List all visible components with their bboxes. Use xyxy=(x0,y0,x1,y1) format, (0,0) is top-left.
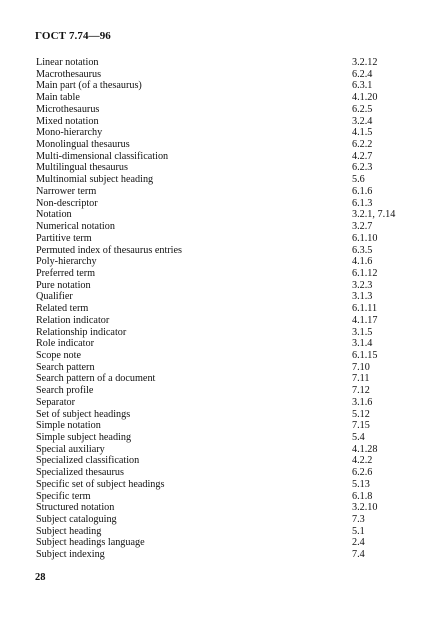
entry-term: Partitive term xyxy=(36,232,92,244)
entry-term: Multinomial subject heading xyxy=(36,174,154,186)
entry-reference: 7.11 xyxy=(352,373,370,385)
index-entry xyxy=(36,151,406,163)
index-entry xyxy=(36,127,406,139)
entry-term: Subject headings language xyxy=(36,537,145,549)
entry-term: Relation indicator xyxy=(36,314,110,326)
index-entry xyxy=(36,116,406,128)
entry-term: Role indicator xyxy=(36,338,94,350)
index-entry xyxy=(36,338,406,350)
index-entry xyxy=(36,57,406,69)
entry-reference: 6.1.6 xyxy=(352,185,373,197)
entry-term: Simple subject heading xyxy=(36,432,132,443)
entry-term: Linear notation xyxy=(36,57,99,68)
entry-term: Specialized classification xyxy=(36,455,140,467)
entry-term: Specific term xyxy=(36,490,91,502)
index-entry xyxy=(36,502,406,514)
index-entry xyxy=(36,268,406,280)
entry-reference: 6.1.12 xyxy=(352,267,378,279)
term-index-list xyxy=(36,57,406,561)
entry-reference: 7.10 xyxy=(352,361,370,373)
index-entry xyxy=(36,198,406,210)
entry-term: Subject indexing xyxy=(36,549,105,561)
entry-reference: 3.2.7 xyxy=(352,221,373,233)
entry-term: Main part (of a thesaurus) xyxy=(36,80,142,92)
entry-term: Structured notation xyxy=(36,502,115,514)
entry-term: Preferred term xyxy=(36,267,96,279)
entry-reference: 7.15 xyxy=(352,420,370,432)
index-entry xyxy=(36,303,406,315)
entry-reference: 7.4 xyxy=(352,549,365,561)
entry-term: Narrower term xyxy=(36,185,97,197)
index-entry xyxy=(36,549,406,561)
entry-reference: 3.2.4 xyxy=(352,115,373,127)
entry-reference: 6.3.1 xyxy=(352,80,373,92)
index-entry xyxy=(36,526,406,538)
page-header: ГОСТ 7.74—96 xyxy=(35,30,111,42)
entry-term: Main table xyxy=(36,92,80,104)
entry-reference: 7.3 xyxy=(352,514,365,526)
entry-reference: 3.1.4 xyxy=(352,338,373,350)
index-entry xyxy=(36,479,406,491)
index-entry xyxy=(36,221,406,233)
entry-term: Set of subject headings xyxy=(36,408,131,420)
index-entry xyxy=(36,245,406,257)
index-entry xyxy=(36,209,406,221)
index-entry xyxy=(36,291,406,303)
index-entry xyxy=(36,80,406,92)
entry-term: Non-descriptor xyxy=(36,197,98,209)
entry-reference: 7.12 xyxy=(352,385,370,397)
index-entry xyxy=(36,280,406,292)
entry-reference: 4.2.2 xyxy=(352,455,373,467)
entry-term: Notation xyxy=(36,209,72,221)
index-entry xyxy=(36,162,406,174)
index-entry xyxy=(36,444,406,456)
index-entry xyxy=(36,186,406,198)
entry-reference: 6.1.8 xyxy=(352,490,373,502)
entry-reference: 3.1.3 xyxy=(352,291,373,303)
index-entry xyxy=(36,327,406,339)
index-entry xyxy=(36,514,406,526)
index-entry xyxy=(36,92,406,104)
entry-reference: 3.1.5 xyxy=(352,326,373,338)
index-entry xyxy=(36,537,406,549)
index-entry xyxy=(36,467,406,479)
entry-term: Qualifier xyxy=(36,291,73,303)
entry-term: Search pattern of a document xyxy=(36,373,156,385)
index-entry xyxy=(36,315,406,327)
entry-reference: 5.1 xyxy=(352,525,365,537)
entry-term: Multilingual thesaurus xyxy=(36,162,128,174)
entry-reference: 4.1.28 xyxy=(352,443,378,455)
entry-term: Multi-dimensional classification xyxy=(36,150,169,162)
index-entry xyxy=(36,104,406,116)
entry-term: Pure notation xyxy=(36,279,91,291)
index-entry xyxy=(36,491,406,503)
entry-reference: 5.13 xyxy=(352,478,370,490)
entry-reference: 4.1.17 xyxy=(352,314,378,326)
entry-term: Specific set of subject headings xyxy=(36,478,165,490)
index-entry xyxy=(36,409,406,421)
entry-reference: 6.1.15 xyxy=(352,349,378,361)
entry-term: Specialized thesaurus xyxy=(36,467,124,479)
entry-reference: 6.1.10 xyxy=(352,232,378,244)
entry-term: Permuted index of thesaurus entries xyxy=(36,244,182,256)
index-entry xyxy=(36,455,406,467)
entry-term: Search profile xyxy=(36,385,94,397)
entry-term: Mixed notation xyxy=(36,115,99,127)
entry-term: Separator xyxy=(36,396,76,408)
entry-term: Monolingual thesaurus xyxy=(36,139,130,151)
index-entry xyxy=(36,233,406,245)
index-entry xyxy=(36,139,406,151)
index-entry xyxy=(36,69,406,81)
entry-term: Subject cataloguing xyxy=(36,514,117,526)
entry-term: Microthesaurus xyxy=(36,103,100,115)
entry-reference: 5.4 xyxy=(352,432,365,443)
entry-reference: 3.2.12 xyxy=(352,57,378,68)
index-entry xyxy=(36,420,406,432)
entry-term: Numerical notation xyxy=(36,221,115,233)
entry-reference: 6.3.5 xyxy=(352,244,373,256)
entry-reference: 3.1.6 xyxy=(352,396,373,408)
entry-reference: 3.2.3 xyxy=(352,279,373,291)
entry-reference: 3.2.1, 7.14 xyxy=(352,209,396,221)
index-entry xyxy=(36,256,406,268)
entry-term: Subject heading xyxy=(36,525,102,537)
entry-reference: 2.4 xyxy=(352,537,365,549)
entry-reference: 6.2.2 xyxy=(352,139,373,151)
index-entry xyxy=(36,385,406,397)
index-entry xyxy=(36,174,406,186)
entry-term: Related term xyxy=(36,303,89,315)
entry-reference: 3.2.10 xyxy=(352,502,378,514)
index-entry xyxy=(36,362,406,374)
entry-reference: 5.6 xyxy=(352,174,365,186)
entry-term: Special auxiliary xyxy=(36,443,105,455)
entry-term: Simple notation xyxy=(36,420,101,432)
entry-term: Search pattern xyxy=(36,361,95,373)
entry-term: Relationship indicator xyxy=(36,326,127,338)
entry-reference: 4.1.20 xyxy=(352,92,378,104)
index-entry xyxy=(36,432,406,444)
entry-reference: 6.2.5 xyxy=(352,103,373,115)
index-entry xyxy=(36,373,406,385)
index-entry xyxy=(36,350,406,362)
entry-reference: 6.2.4 xyxy=(352,68,373,80)
entry-reference: 5.12 xyxy=(352,408,370,420)
index-entry xyxy=(36,397,406,409)
entry-reference: 4.1.5 xyxy=(352,127,373,139)
entry-reference: 6.2.3 xyxy=(352,162,373,174)
entry-reference: 4.2.7 xyxy=(352,150,373,162)
entry-reference: 6.2.6 xyxy=(352,467,373,479)
entry-term: Poly-hierarchy xyxy=(36,256,97,268)
entry-term: Macrothesaurus xyxy=(36,68,102,80)
entry-reference: 6.1.11 xyxy=(352,303,378,315)
entry-reference: 6.1.3 xyxy=(352,197,373,209)
entry-term: Mono-hierarchy xyxy=(36,127,103,139)
entry-reference: 4.1.6 xyxy=(352,256,373,268)
page-number: 28 xyxy=(35,572,46,583)
entry-term: Scope note xyxy=(36,349,81,361)
